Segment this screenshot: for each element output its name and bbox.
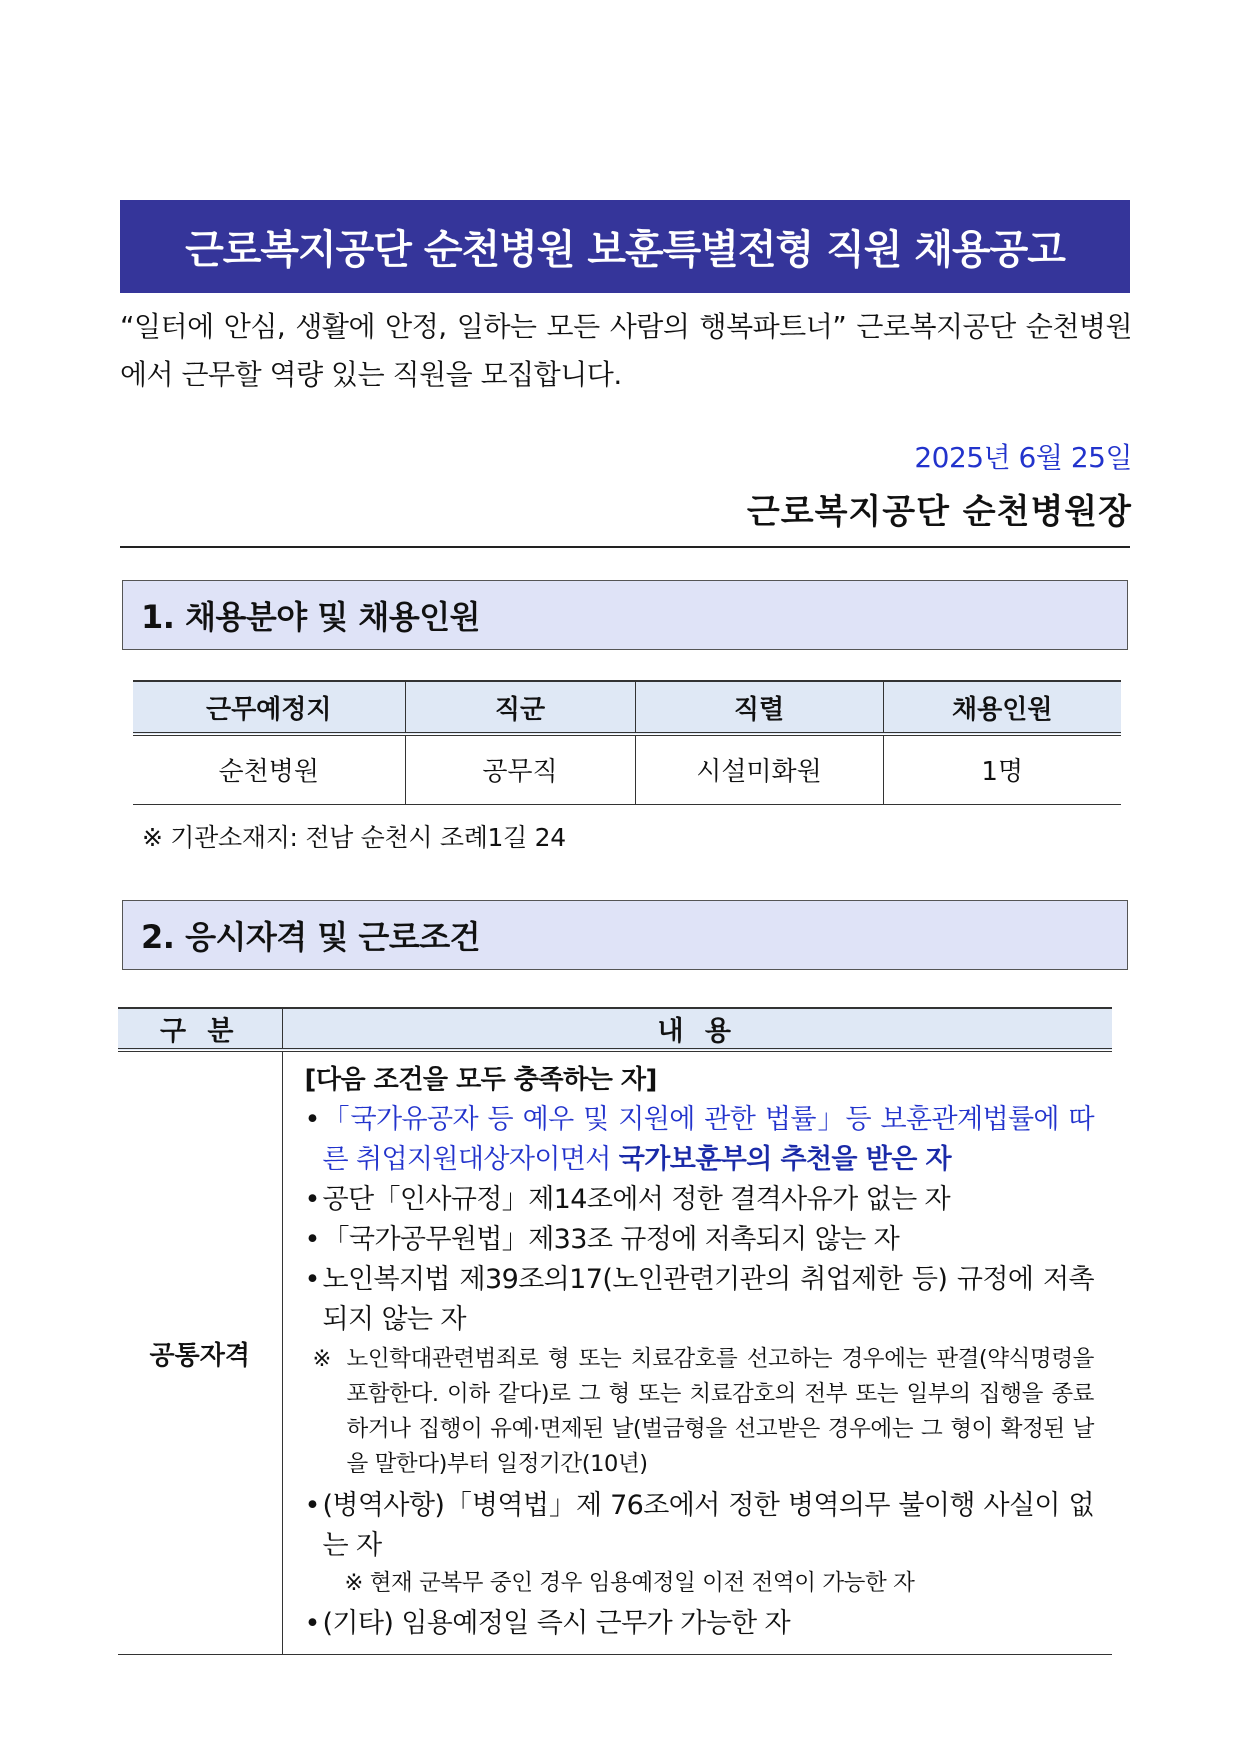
table-row [118, 1050, 1112, 1655]
recruitment-table [133, 680, 1121, 805]
section-heading-recruitment: 1. 채용분야 및 채용인원 [122, 580, 1128, 650]
category-cell: 공통자격 [118, 1050, 282, 1655]
note-mark: ※ [312, 1346, 331, 1372]
column-header-content: 내 용 [282, 1008, 1112, 1050]
list-item-text: 「국가공무원법」제33조 규정에 저촉되지 않는 자 [322, 1224, 900, 1255]
list-item [305, 1180, 1095, 1220]
bullet-icon: • [304, 1608, 320, 1639]
sub-note: ※ 현재 군복무 중인 경우 임용예정일 이전 전역이 가능한 자 [344, 1570, 915, 1596]
list-item-text: (기타) 임용예정일 즉시 근무가 가능한 자 [322, 1608, 790, 1639]
location-note: ※ 기관소재지: 전남 순천시 조례1길 24 [142, 823, 566, 852]
table-cell: 순천병원 [133, 734, 405, 804]
announcement-date: 2025년 6월 25일 [914, 441, 1132, 474]
table-cell: 공무직 [405, 734, 635, 804]
issuing-organization: 근로복지공단 순천병원장 [746, 492, 1132, 532]
page-title: 근로복지공단 순천병원 보훈특별전형 직원 채용공고 [120, 200, 1130, 293]
column-header: 직렬 [635, 681, 883, 734]
list-item [305, 1604, 1095, 1644]
table-cell: 시설미화원 [635, 734, 883, 804]
bullet-icon: • [304, 1104, 320, 1135]
list-item [305, 1220, 1095, 1260]
bullet-icon: • [304, 1490, 320, 1521]
list-item [305, 1486, 1095, 1566]
content-heading: [다음 조건을 모두 충족하는 자] [304, 1065, 657, 1095]
list-item-text: 「국가유공자 등 예우 및 지원에 관한 법률」등 보훈관계법률에 따른 취업지원대상자이면서 [322, 1104, 1094, 1175]
content-cell [282, 1050, 1112, 1655]
bullet-icon: • [304, 1184, 320, 1215]
table-row [133, 734, 1121, 804]
bullet-icon: • [304, 1224, 320, 1255]
list-item [305, 1100, 1095, 1180]
table-cell: 1명 [883, 734, 1121, 804]
sub-note [305, 1342, 1095, 1482]
column-header: 직군 [405, 681, 635, 734]
qualifications-table [118, 1007, 1112, 1655]
section-heading-qualifications: 2. 응시자격 및 근로조건 [122, 900, 1128, 970]
divider [120, 546, 1130, 548]
column-header: 근무예정지 [133, 681, 405, 734]
column-header-category: 구 분 [118, 1008, 282, 1050]
column-header: 채용인원 [883, 681, 1121, 734]
list-item-emphasis: 국가보훈부의 추천을 받은 자 [618, 1144, 951, 1175]
list-item-text: 노인복지법 제39조의17(노인관련기관의 취업제한 등) 규정에 저촉되지 않는 자 [322, 1264, 1094, 1335]
list-item-text: 공단「인사규정」제14조에서 정한 결격사유가 없는 자 [322, 1184, 951, 1215]
list-item [305, 1260, 1095, 1340]
intro-text: “일터에 안심, 생활에 안정, 일하는 모든 사람의 행복파트너” 근로복지공단 순천병원에서 근무할 역량 있는 직원을 모집합니다. [120, 310, 1132, 391]
list-item-text: (병역사항)「병역법」제 76조에서 정한 병역의무 불이행 사실이 없는 자 [322, 1490, 1094, 1561]
bullet-icon: • [304, 1264, 320, 1295]
sub-note-text: 노인학대관련범죄로 형 또는 치료감호를 선고하는 경우에는 판결(약식명령을 포함한다. 이하 같다)로 그 형 또는 치료감호의 전부 또는 일부의 집행을 종료하거나 집행이 유예·면제된 날(벌금형을 선고받은 경우에는 그 형이 확정된 날을 말한다)부터 일정기간(10년) [346, 1346, 1094, 1477]
